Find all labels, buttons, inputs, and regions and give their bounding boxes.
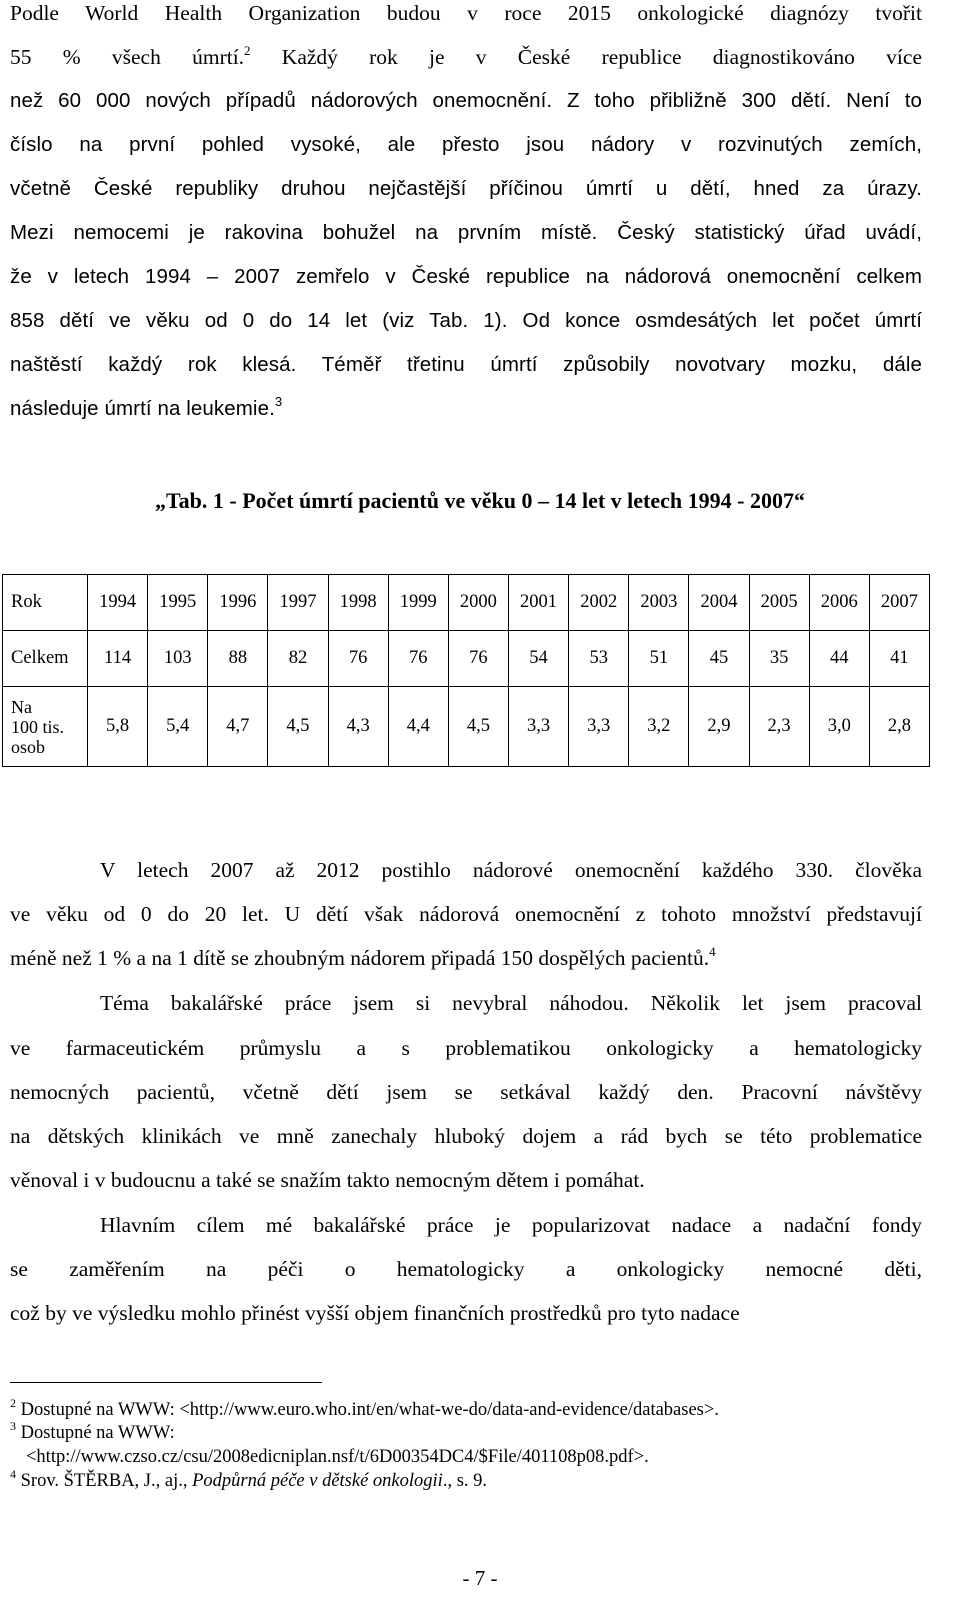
total-cell: 44 — [809, 631, 869, 687]
text: 55 % všech úmrtí. — [10, 45, 245, 69]
year-cell: 2005 — [749, 575, 809, 631]
footnote-text: Srov. ŠTĚRBA, J., aj., — [20, 1471, 193, 1491]
table-row-rate — [3, 687, 930, 767]
footnote-divider — [10, 1382, 322, 1383]
rate-cell: 3,2 — [629, 687, 689, 767]
paragraph-1-line-2 — [10, 44, 922, 70]
total-cell: 88 — [208, 631, 268, 687]
row-label-total: Celkem — [3, 631, 88, 687]
paragraph-1-line-10 — [10, 396, 922, 422]
year-cell: 2000 — [448, 575, 508, 631]
footnote-number: 2 — [10, 1396, 16, 1410]
text: méně než 1 % a na 1 dítě se zhoubným nádorem připadá 150 dospělých pacientů. — [10, 946, 710, 970]
paragraph-1-line-6: Mezi nemocemi je rakovina bohužel na prvním místě. Český statistický úřad uvádí, — [10, 221, 922, 244]
footnote-3 — [10, 1419, 910, 1444]
paragraph-2-line-1: V letech 2007 až 2012 postihlo nádorové onemocnění každého 330. člověka — [100, 858, 922, 882]
rate-cell: 2,9 — [689, 687, 749, 767]
paragraph-1-line-1: Podle World Health Organization budou v roce 2015 onkologické diagnózy tvořit — [10, 1, 922, 25]
text: Každý rok je v České republice diagnostikováno více — [250, 45, 922, 69]
year-cell: 1999 — [388, 575, 448, 631]
total-cell: 35 — [749, 631, 809, 687]
year-cell: 2004 — [689, 575, 749, 631]
paragraph-1-line-5: včetně České republiky druhou nejčastější příčinou úmrtí u dětí, hned za úrazy. — [10, 177, 922, 200]
rate-cell: 2,3 — [749, 687, 809, 767]
year-cell: 2007 — [869, 575, 929, 631]
paragraph-1-line-3: než 60 000 nových případů nádorových onemocnění. Z toho přibližně 300 dětí. Není to — [10, 89, 922, 112]
row-label-rate — [3, 687, 88, 767]
mortality-table — [2, 574, 930, 767]
footnote-ref: 4 — [709, 944, 716, 959]
year-cell: 1994 — [88, 575, 148, 631]
rate-cell: 4,5 — [268, 687, 328, 767]
year-cell: 1996 — [208, 575, 268, 631]
year-cell: 1998 — [328, 575, 388, 631]
footnote-number: 3 — [10, 1419, 16, 1433]
footnote-4 — [10, 1467, 910, 1492]
paragraph-1-line-8: 858 dětí ve věku od 0 do 14 let (viz Tab. 1). Od konce osmdesátých let počet úmrtí — [10, 309, 922, 332]
footnote-text: ., s. 9. — [442, 1471, 488, 1491]
text: následuje úmrtí na leukemie. — [10, 397, 275, 420]
rate-cell: 4,5 — [448, 687, 508, 767]
footnote-text: Dostupné na WWW: — [20, 1423, 175, 1443]
paragraph-4-line-3: což by ve výsledku mohlo přinést vyšší objem finančních prostředků pro tyto nadace — [10, 1301, 740, 1325]
row-label-part: Na — [11, 696, 32, 717]
year-cell: 2002 — [569, 575, 629, 631]
paragraph-3-line-5: věnoval i v budoucnu a také se snažím takto nemocným dětem i pomáhat. — [10, 1168, 645, 1192]
paragraph-1-line-4: číslo na první pohled vysoké, ale přesto jsou nádory v rozvinutých zemích, — [10, 133, 922, 156]
total-cell: 54 — [508, 631, 568, 687]
rate-cell: 4,4 — [388, 687, 448, 767]
total-cell: 76 — [328, 631, 388, 687]
total-cell: 114 — [88, 631, 148, 687]
year-cell: 2003 — [629, 575, 689, 631]
footnote-number: 4 — [10, 1467, 16, 1481]
footnote-text: Dostupné na WWW: <http://www.euro.who.int/en/what-we-do/data-and-evidence/databases>. — [20, 1400, 719, 1420]
page-number: - 7 - — [462, 1566, 498, 1590]
total-cell: 53 — [569, 631, 629, 687]
year-cell: 2006 — [809, 575, 869, 631]
row-label-year: Rok — [3, 575, 88, 631]
paragraph-3-line-4: na dětských klinikách ve mně zanechaly hluboký dojem a rád bych se této problematice — [10, 1124, 922, 1148]
rate-cell: 4,3 — [328, 687, 388, 767]
rate-cell: 3,3 — [508, 687, 568, 767]
rate-cell: 5,4 — [148, 687, 208, 767]
total-cell: 45 — [689, 631, 749, 687]
paragraph-2-line-2: ve věku od 0 do 20 let. U dětí však nádorová onemocnění z tohoto množství představují — [10, 902, 922, 926]
total-cell: 51 — [629, 631, 689, 687]
year-cell: 1995 — [148, 575, 208, 631]
paragraph-3-line-2: ve farmaceutickém průmyslu a s problematikou onkologicky a hematologicky — [10, 1036, 922, 1060]
total-cell: 103 — [148, 631, 208, 687]
footnote-ref: 2 — [244, 43, 251, 58]
paragraph-4-line-2: se zaměřením na péči o hematologicky a onkologicky nemocné děti, — [10, 1257, 922, 1281]
rate-cell: 5,8 — [88, 687, 148, 767]
paragraph-1-line-7: že v letech 1994 – 2007 zemřelo v České republice na nádorová onemocnění celkem — [10, 265, 922, 288]
paragraph-3-line-3: nemocných pacientů, včetně dětí jsem se setkával každý den. Pracovní návštěvy — [10, 1080, 922, 1104]
year-cell: 2001 — [508, 575, 568, 631]
footnote-3-url: <http://www.czso.cz/csu/2008edicniplan.nsf/t/6D00354DC4/$File/401108p08.pdf>. — [26, 1447, 649, 1467]
row-label-part: osob — [11, 736, 46, 757]
table-row-totals — [3, 631, 930, 687]
total-cell: 76 — [448, 631, 508, 687]
row-label-part: 100 tis. — [11, 716, 65, 737]
total-cell: 41 — [869, 631, 929, 687]
total-cell: 76 — [388, 631, 448, 687]
total-cell: 82 — [268, 631, 328, 687]
paragraph-1-line-9: naštěstí každý rok klesá. Téměř třetinu úmrtí způsobily novotvary mozku, dále — [10, 353, 922, 376]
rate-cell: 4,7 — [208, 687, 268, 767]
rate-cell: 2,8 — [869, 687, 929, 767]
rate-cell: 3,3 — [569, 687, 629, 767]
footnote-ref: 3 — [274, 394, 283, 409]
rate-cell: 3,0 — [809, 687, 869, 767]
table-caption: „Tab. 1 - Počet úmrtí pacientů ve věku 0 – 14 let v letech 1994 - 2007“ — [155, 488, 805, 513]
paragraph-2-line-3 — [10, 945, 922, 971]
footnote-2 — [10, 1396, 910, 1421]
paragraph-4-line-1: Hlavním cílem mé bakalářské práce je popularizovat nadace a nadační fondy — [100, 1213, 922, 1237]
paragraph-3-line-1: Téma bakalářské práce jsem si nevybral náhodou. Několik let jsem pracoval — [100, 991, 922, 1015]
footnote-book-title: Podpůrná péče v dětské onkologii — [192, 1471, 443, 1491]
table-row-years — [3, 575, 930, 631]
year-cell: 1997 — [268, 575, 328, 631]
